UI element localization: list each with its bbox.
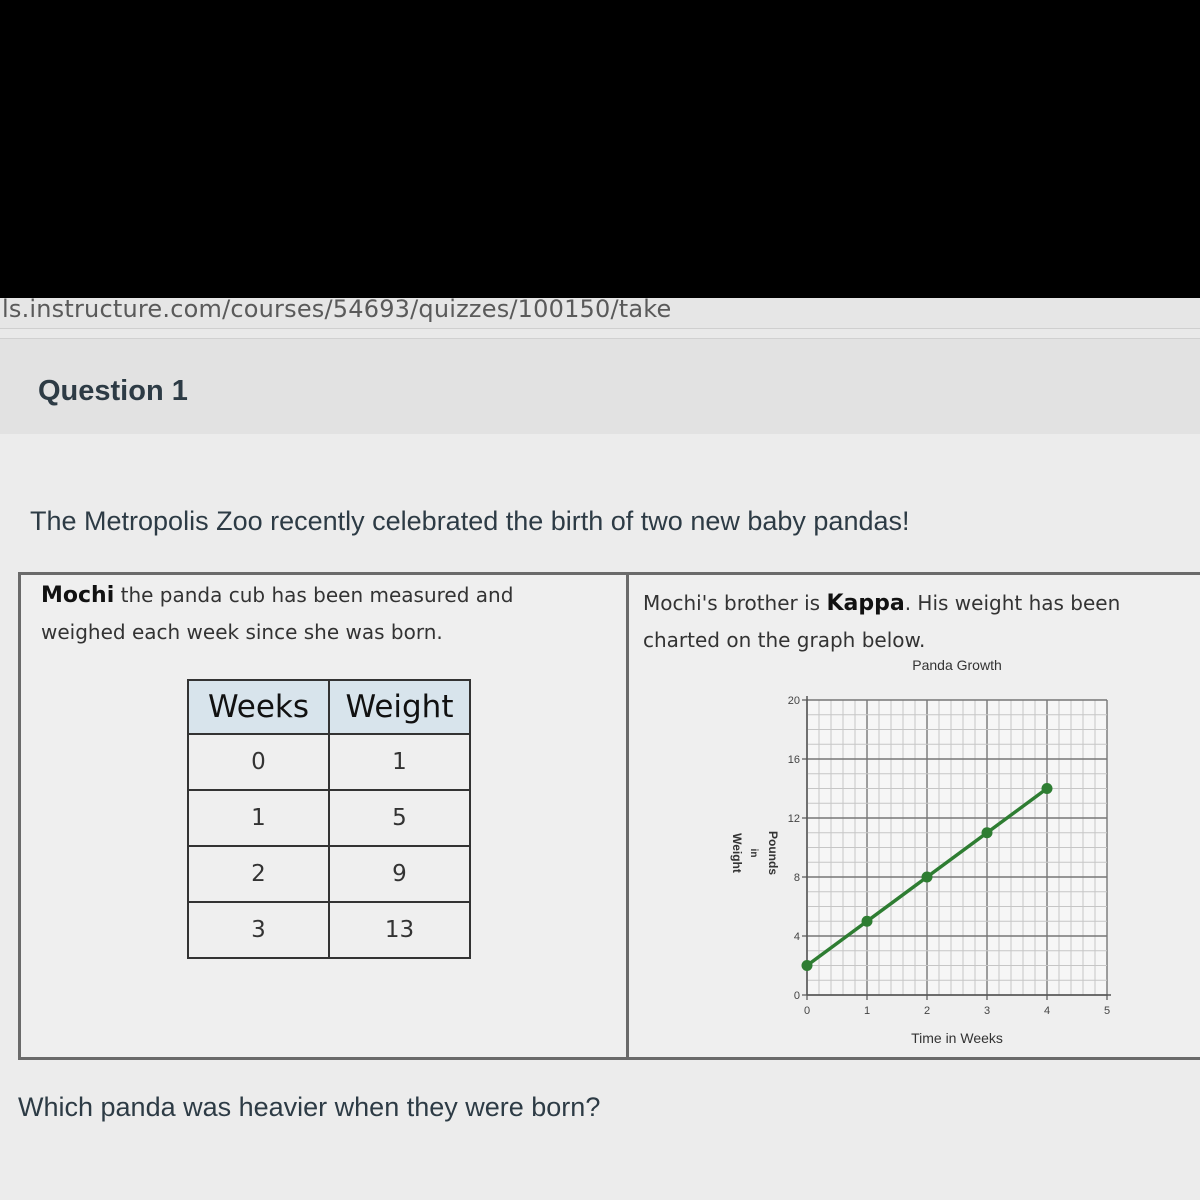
question-intro: The Metropolis Zoo recently celebrated the birth of two new baby pandas!: [30, 506, 910, 536]
y-tick-label: 8: [793, 872, 800, 884]
x-tick-label: 0: [803, 1005, 811, 1017]
table-row: [188, 902, 470, 958]
x-tick-label: 2: [923, 1005, 931, 1017]
address-bar[interactable]: [0, 295, 1200, 329]
table-row: [188, 790, 470, 846]
weight-cell: 1: [329, 734, 470, 790]
x-tick-label: 5: [1103, 1005, 1111, 1017]
weight-cell: 5: [329, 790, 470, 846]
kappa-name: Kappa: [826, 591, 905, 616]
y-axis-label-line: Weight: [730, 833, 744, 873]
kappa-line1-post: . His weight has been: [904, 591, 1121, 615]
kappa-line1-pre: Mochi's brother is: [643, 591, 827, 615]
mochi-weight-table: [187, 679, 471, 959]
panda-growth-chart: [629, 575, 1200, 1060]
y-tick-label: 0: [793, 990, 800, 1002]
question-header: [0, 338, 1200, 435]
x-tick-label: 1: [863, 1005, 871, 1017]
mochi-line2: weighed each week since she was born.: [41, 620, 443, 644]
y-axis-label-line: in: [748, 848, 759, 858]
table-header-row: [188, 680, 470, 734]
question-prompt: Which panda was heavier when they were born?: [18, 1092, 601, 1122]
table-row: [188, 734, 470, 790]
browser-page: [0, 295, 1200, 1200]
kappa-panel: [629, 575, 1200, 1057]
weight-header: Weight: [329, 680, 470, 734]
y-tick-label: 16: [787, 754, 800, 766]
table-row: [188, 846, 470, 902]
mochi-panel: [21, 575, 629, 1057]
data-point: [862, 916, 873, 927]
y-tick-label: 4: [793, 931, 800, 943]
weight-cell: 9: [329, 846, 470, 902]
weeks-cell: 3: [188, 902, 329, 958]
y-axis-label-line: Pounds: [766, 831, 780, 875]
weeks-header: Weeks: [188, 680, 329, 734]
chart-title: Panda Growth: [912, 657, 1002, 673]
url-text[interactable]: ls.instructure.com/courses/54693/quizzes/100150/take: [2, 295, 672, 323]
x-tick-label: 4: [1043, 1005, 1051, 1017]
question-panels: [18, 572, 1200, 1060]
kappa-line2: charted on the graph below.: [643, 628, 926, 652]
mochi-line1: the panda cub has been measured and: [114, 583, 514, 607]
data-point: [982, 827, 993, 838]
x-tick-label: 3: [983, 1005, 991, 1017]
weeks-cell: 0: [188, 734, 329, 790]
y-tick-label: 12: [787, 813, 800, 825]
question-title: Question 1: [38, 375, 188, 407]
mochi-description: [41, 577, 513, 650]
data-point: [802, 960, 813, 971]
data-point: [922, 872, 933, 883]
weeks-cell: 2: [188, 846, 329, 902]
x-axis-label: Time in Weeks: [911, 1030, 1003, 1046]
data-point: [1042, 783, 1053, 794]
y-tick-label: 20: [787, 695, 800, 707]
mochi-name: Mochi: [41, 583, 115, 608]
weight-cell: 13: [329, 902, 470, 958]
question-body: [0, 434, 1200, 1200]
weeks-cell: 1: [188, 790, 329, 846]
